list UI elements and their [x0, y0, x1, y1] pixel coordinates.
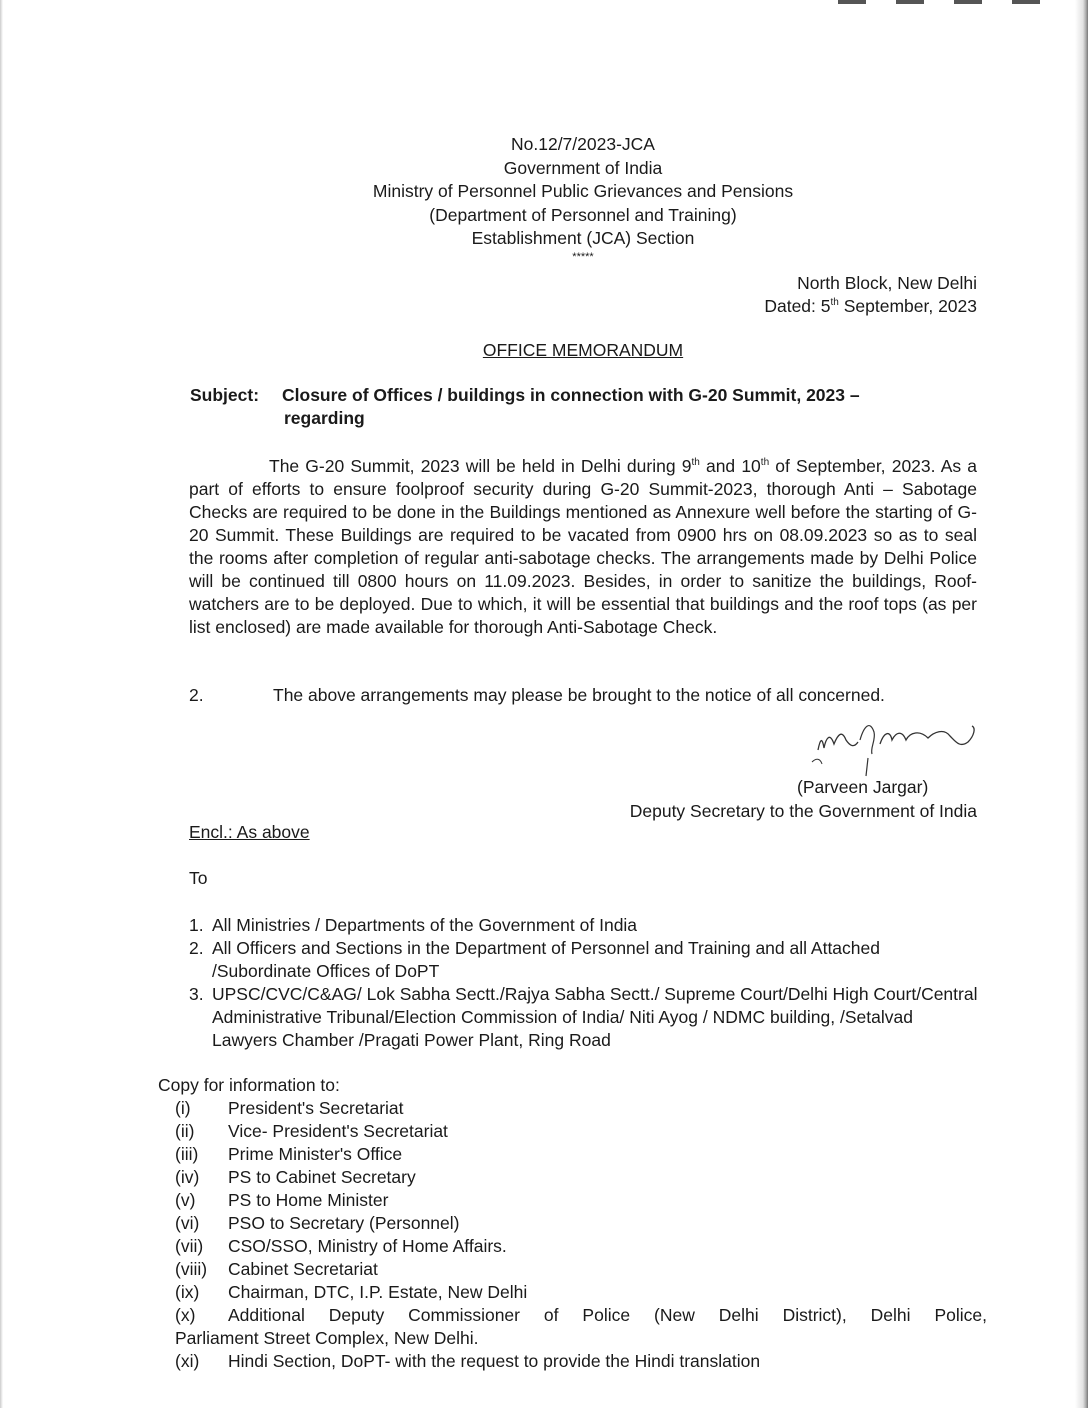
copy-item	[175, 1281, 987, 1304]
date-suffix: September, 2023	[838, 296, 977, 316]
letter-heading	[320, 133, 846, 263]
scan-edge-right	[1074, 0, 1088, 1408]
copy-item	[175, 1350, 987, 1373]
copy-item-text: Cabinet Secretariat	[228, 1259, 378, 1279]
copy-item	[175, 1097, 987, 1120]
section-name: Establishment (JCA) Section	[471, 228, 695, 248]
memo-title-text: OFFICE MEMORANDUM	[482, 340, 684, 360]
list-item	[189, 983, 979, 1052]
copy-item	[175, 1166, 987, 1189]
list-item-number: 2.	[189, 938, 204, 958]
subject-block	[190, 384, 980, 430]
copy-item-text: Additional Deputy Commissioner of Police (New Delhi District), Delhi Police,	[228, 1305, 987, 1325]
copy-list	[175, 1097, 987, 1373]
para2-number: 2.	[189, 685, 204, 705]
copy-item	[175, 1120, 987, 1143]
para1-text-b: and 10	[699, 456, 761, 476]
copy-item-numeral: (iv)	[175, 1167, 200, 1187]
heading-stars: *****	[572, 250, 594, 263]
list-item-text: All Officers and Sections in the Department of Personnel and Training and all Attached /Subordinate Offices of DoPT	[212, 938, 880, 981]
para2-text: The above arrangements may please be brought to the notice of all concerned.	[273, 685, 885, 705]
copy-item-numeral: (i)	[175, 1098, 191, 1118]
subject-line-1: Closure of Offices / buildings in connection with G-20 Summit, 2023 –	[282, 385, 860, 405]
copy-item-numeral: (ii)	[175, 1121, 195, 1141]
signatory-name: (Parveen Jargar)	[797, 777, 929, 797]
copy-item-text: Chairman, DTC, I.P. Estate, New Delhi	[228, 1282, 528, 1302]
copy-item	[175, 1304, 987, 1327]
copy-item-text: PS to Home Minister	[228, 1190, 389, 1210]
to-list	[189, 914, 979, 1052]
copy-item-text: PSO to Secretary (Personnel)	[228, 1213, 460, 1233]
para1-text-c: of September, 2023. As a part of efforts to ensure foolproof security during G-20 Summit-2023, thorough Anti – Sabotage Checks are required to be done in the Buildings mentioned as Annexure well before the starting of G-20 Summit. These Buildings are required to be vacated from 0900 hrs on 08.09.2023 so as to seal the rooms after completion of regular anti-sabotage checks. The arrangements made by Delhi Police will be continued till 0800 hours on 11.09.2023. Besides, in order to sanitize the buildings, Roof-watchers are to be deployed. Due to which, it will be essential that buildings and the roof tops (as per list enclosed) are made available for thorough Anti-Sabotage Check.	[189, 456, 978, 637]
list-item	[189, 937, 979, 983]
list-item-text: UPSC/CVC/C&AG/ Lok Sabha Sectt./Rajya Sabha Sectt./ Supreme Court/Delhi High Court/Central Administrative Tribunal/Election Commission of India/ Niti Ayog / NDMC building, /Setalvad Lawyers Chamber /Pragati Power Plant, Ring Road	[212, 984, 978, 1050]
date-ordinal: th	[830, 297, 839, 309]
copy-item	[175, 1258, 987, 1281]
copy-item	[175, 1212, 987, 1235]
department-name: (Department of Personnel and Training)	[429, 204, 737, 225]
copy-item-numeral: (v)	[175, 1190, 196, 1210]
copy-item-text: PS to Cabinet Secretary	[228, 1167, 416, 1187]
to-label: To	[189, 868, 208, 888]
copy-item-numeral: (ix)	[175, 1282, 200, 1302]
paragraph-2	[189, 684, 885, 707]
signatory-designation: Deputy Secretary to the Government of India	[629, 801, 977, 821]
copy-item-numeral: (vi)	[175, 1213, 200, 1233]
copy-item-numeral: (vii)	[175, 1236, 204, 1256]
date-prefix: Dated: 5	[764, 296, 831, 316]
scan-edge-left	[0, 0, 3, 1408]
enclosure	[189, 822, 310, 843]
copy-item	[175, 1143, 987, 1166]
copy-item-text: President's Secretariat	[228, 1098, 404, 1118]
list-item	[189, 914, 979, 937]
para1-sup-a: th	[691, 457, 700, 469]
scan-marks-top	[838, 0, 1068, 4]
subject-line-2: regarding	[284, 408, 365, 428]
copy-item-text: Vice- President's Secretariat	[228, 1121, 448, 1141]
list-item-number: 1.	[189, 915, 204, 935]
place-date-block	[764, 272, 977, 318]
paragraph-1	[189, 455, 977, 639]
signature-image	[810, 718, 980, 778]
copy-item-text: Hindi Section, DoPT- with the request to provide the Hindi translation	[228, 1351, 761, 1371]
copy-item-text: CSO/SSO, Ministry of Home Affairs.	[228, 1236, 507, 1256]
copy-item	[175, 1235, 987, 1258]
list-item-text: All Ministries / Departments of the Government of India	[212, 915, 638, 935]
copy-item-text: Prime Minister's Office	[228, 1144, 403, 1164]
copy-item-numeral: (iii)	[175, 1144, 199, 1164]
subject-label: Subject:	[190, 385, 260, 405]
copy-label: Copy for information to:	[158, 1075, 340, 1095]
enclosure-text: Encl.: As above	[189, 822, 310, 842]
ministry-name: Ministry of Personnel Public Grievances and Pensions	[372, 181, 794, 201]
para1-text-a: The G-20 Summit, 2023 will be held in Delhi during 9	[269, 456, 692, 476]
copy-item-numeral: (viii)	[175, 1259, 208, 1279]
date-line	[764, 295, 977, 318]
copy-item	[175, 1189, 987, 1212]
place: North Block, New Delhi	[797, 273, 977, 293]
para1-sup-b: th	[760, 457, 770, 469]
list-item-number: 3.	[189, 984, 204, 1004]
copy-item-continuation: Parliament Street Complex, New Delhi.	[175, 1328, 479, 1348]
memo-title	[320, 340, 846, 361]
copy-item-numeral: (xi)	[175, 1351, 200, 1371]
government-name: Government of India	[503, 157, 663, 178]
copy-item-numeral: (x)	[175, 1305, 196, 1325]
file-number: No.12/7/2023-JCA	[511, 134, 655, 154]
